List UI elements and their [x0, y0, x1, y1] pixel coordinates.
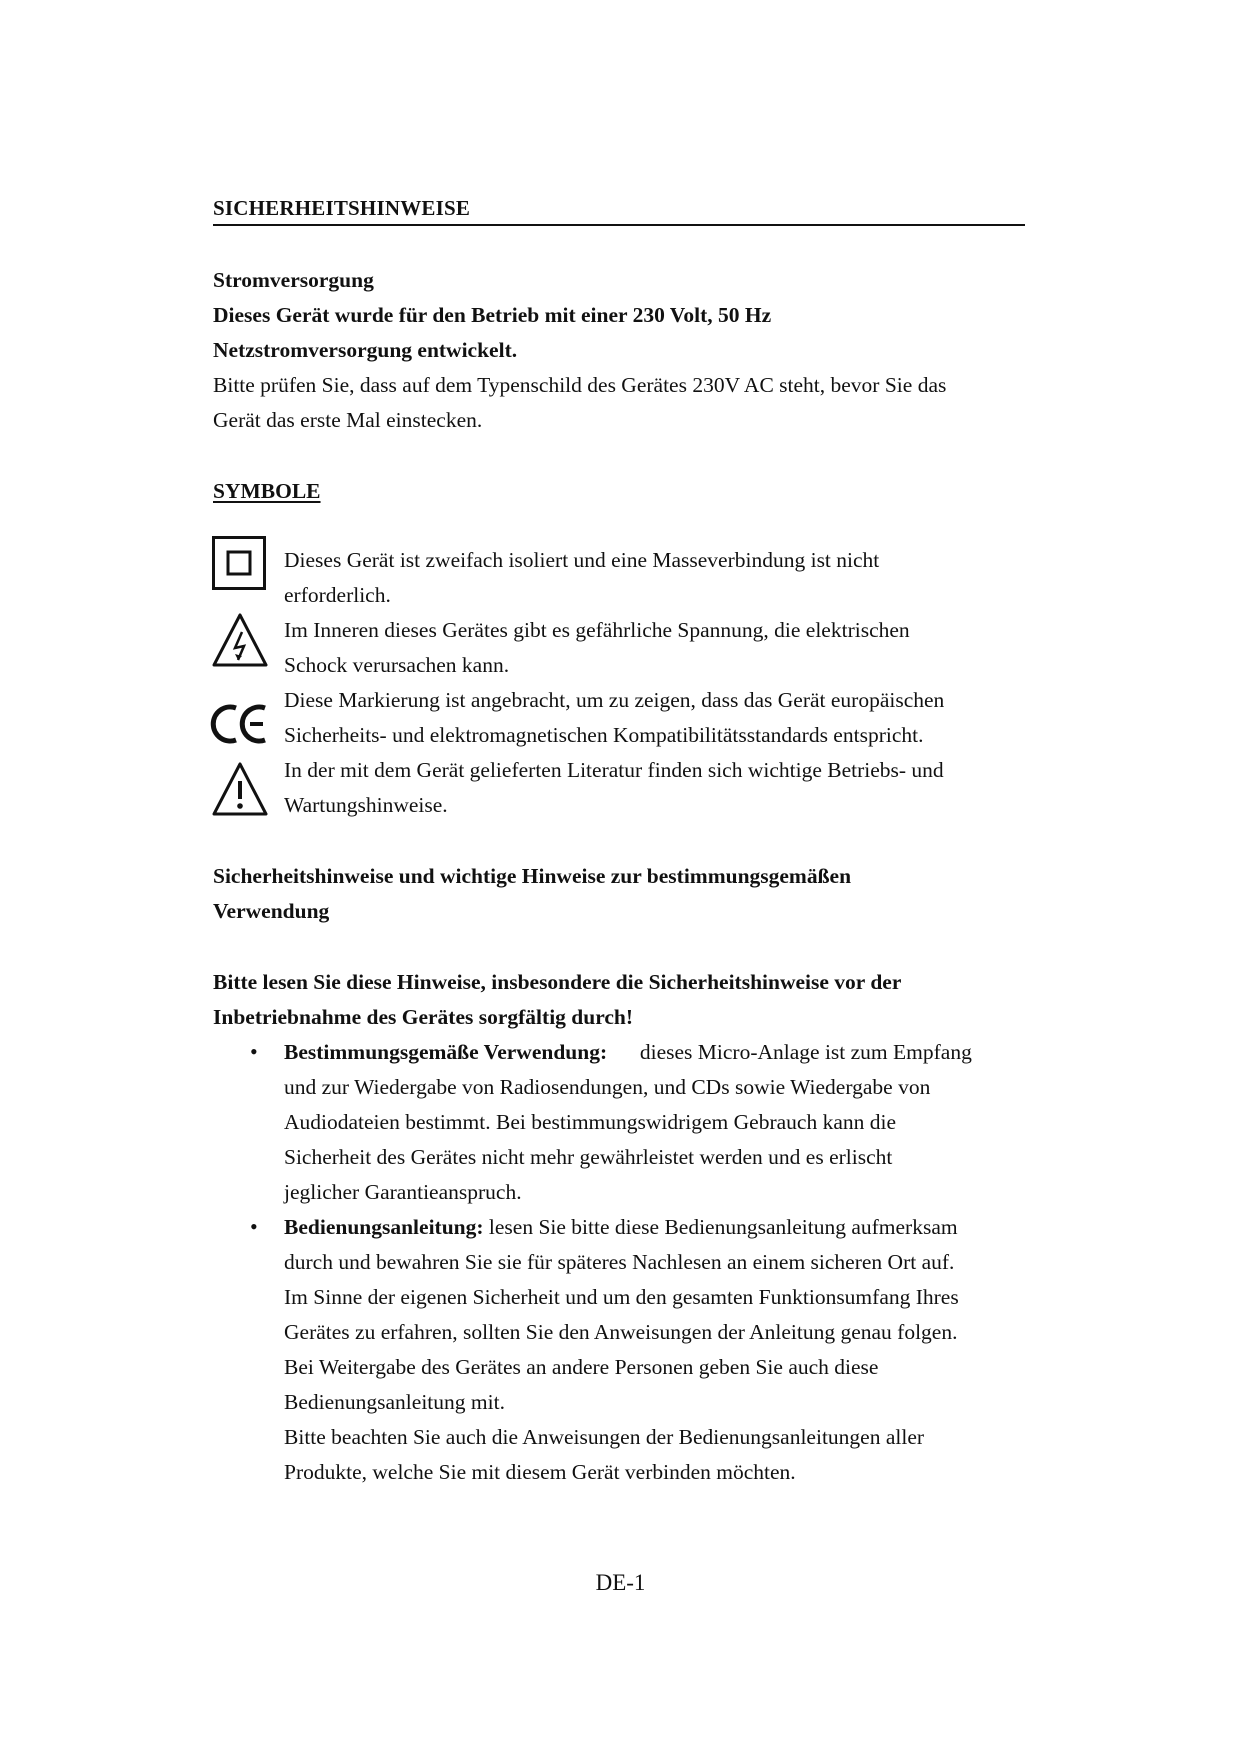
power-text-line-2: Gerät das erste Mal einstecken. — [213, 408, 483, 432]
symbol-4-line-1: In der mit dem Gerät gelieferten Literatur finden sich wichtige Betriebs- und — [284, 758, 944, 782]
symbol-2-line-1: Im Inneren dieses Gerätes gibt es gefährliche Spannung, die elektrischen — [284, 618, 910, 642]
bullet-dot: • — [250, 1214, 258, 1239]
bullet-1-line: Sicherheit des Gerätes nicht mehr gewährleistet werden und es erlischt — [284, 1145, 893, 1169]
bullet-1-label: Bestimmungsgemäße Verwendung: — [284, 1040, 608, 1064]
symbol-4-line-2: Wartungshinweise. — [284, 793, 448, 817]
power-heading: Stromversorgung — [213, 268, 374, 292]
ce-mark-icon — [210, 702, 270, 751]
bullet-2-line: Bedienungsanleitung mit. — [284, 1390, 505, 1414]
section-title-text: SICHERHEITSHINWEISE — [213, 196, 471, 220]
double-insulation-icon — [212, 536, 266, 595]
bullet-2-line: Gerätes zu erfahren, sollten Sie den Anweisungen der Anleitung genau folgen. — [284, 1320, 958, 1344]
section-title — [213, 196, 1025, 226]
bullet-2-first-line — [284, 1215, 958, 1240]
symbol-3-line-1: Diese Markierung ist angebracht, um zu zeigen, dass das Gerät europäischen — [284, 688, 945, 712]
exclamation-warning-icon — [211, 761, 269, 822]
bullet-dot: • — [250, 1039, 258, 1064]
power-bold-line-1: Dieses Gerät wurde für den Betrieb mit einer 230 Volt, 50 Hz — [213, 303, 772, 327]
safety-heading-line-2: Verwendung — [213, 899, 330, 923]
page-number: DE-1 — [595, 1570, 646, 1595]
bullet-2-first-line-text: lesen Sie bitte diese Bedienungsanleitung aufmerksam — [488, 1215, 958, 1239]
power-bold-line-2: Netzstromversorgung entwickelt. — [213, 338, 518, 362]
symbol-1-line-2: erforderlich. — [284, 583, 391, 607]
bullet-2-line: Bitte beachten Sie auch die Anweisungen der Bedienungsanleitungen aller — [284, 1425, 925, 1449]
bullet-2-line: Produkte, welche Sie mit diesem Gerät verbinden möchten. — [284, 1460, 796, 1484]
bullet-1-first-line — [284, 1040, 972, 1065]
read-notice-line-2: Inbetriebnahme des Gerätes sorgfältig durch! — [213, 1005, 634, 1029]
bullet-2-line: durch und bewahren Sie sie für späteres Nachlesen an einem sicheren Ort auf. — [284, 1250, 955, 1274]
bullet-1-line: jeglicher Garantieanspruch. — [284, 1180, 522, 1204]
bullet-1-first-line-text: dieses Micro-Anlage ist zum Empfang — [639, 1040, 972, 1064]
bullet-2-label: Bedienungsanleitung: — [284, 1215, 484, 1239]
bullet-2-line: Im Sinne der eigenen Sicherheit und um den gesamten Funktionsumfang Ihres — [284, 1285, 959, 1309]
safety-heading-line-1: Sicherheitshinweise und wichtige Hinweise zur bestimmungsgemäßen — [213, 864, 852, 888]
read-notice-line-1: Bitte lesen Sie diese Hinweise, insbesondere die Sicherheitshinweise vor der — [213, 970, 902, 994]
symbols-heading: SYMBOLE — [213, 479, 321, 503]
bullet-1-line: und zur Wiedergabe von Radiosendungen, und CDs sowie Wiedergabe von — [284, 1075, 931, 1099]
bullet-1-line: Audiodateien bestimmt. Bei bestimmungswidrigem Gebrauch kann die — [284, 1110, 897, 1134]
power-text-line-1: Bitte prüfen Sie, dass auf dem Typenschild des Gerätes 230V AC steht, bevor Sie das — [213, 373, 947, 397]
lightning-warning-icon — [211, 612, 269, 673]
symbol-3-line-2: Sicherheits- und elektromagnetischen Kompatibilitätsstandards entspricht. — [284, 723, 924, 747]
symbol-1-line-1: Dieses Gerät ist zweifach isoliert und eine Masseverbindung ist nicht — [284, 548, 880, 572]
bullet-2-line: Bei Weitergabe des Gerätes an andere Personen geben Sie auch diese — [284, 1355, 879, 1379]
symbol-2-line-2: Schock verursachen kann. — [284, 653, 510, 677]
